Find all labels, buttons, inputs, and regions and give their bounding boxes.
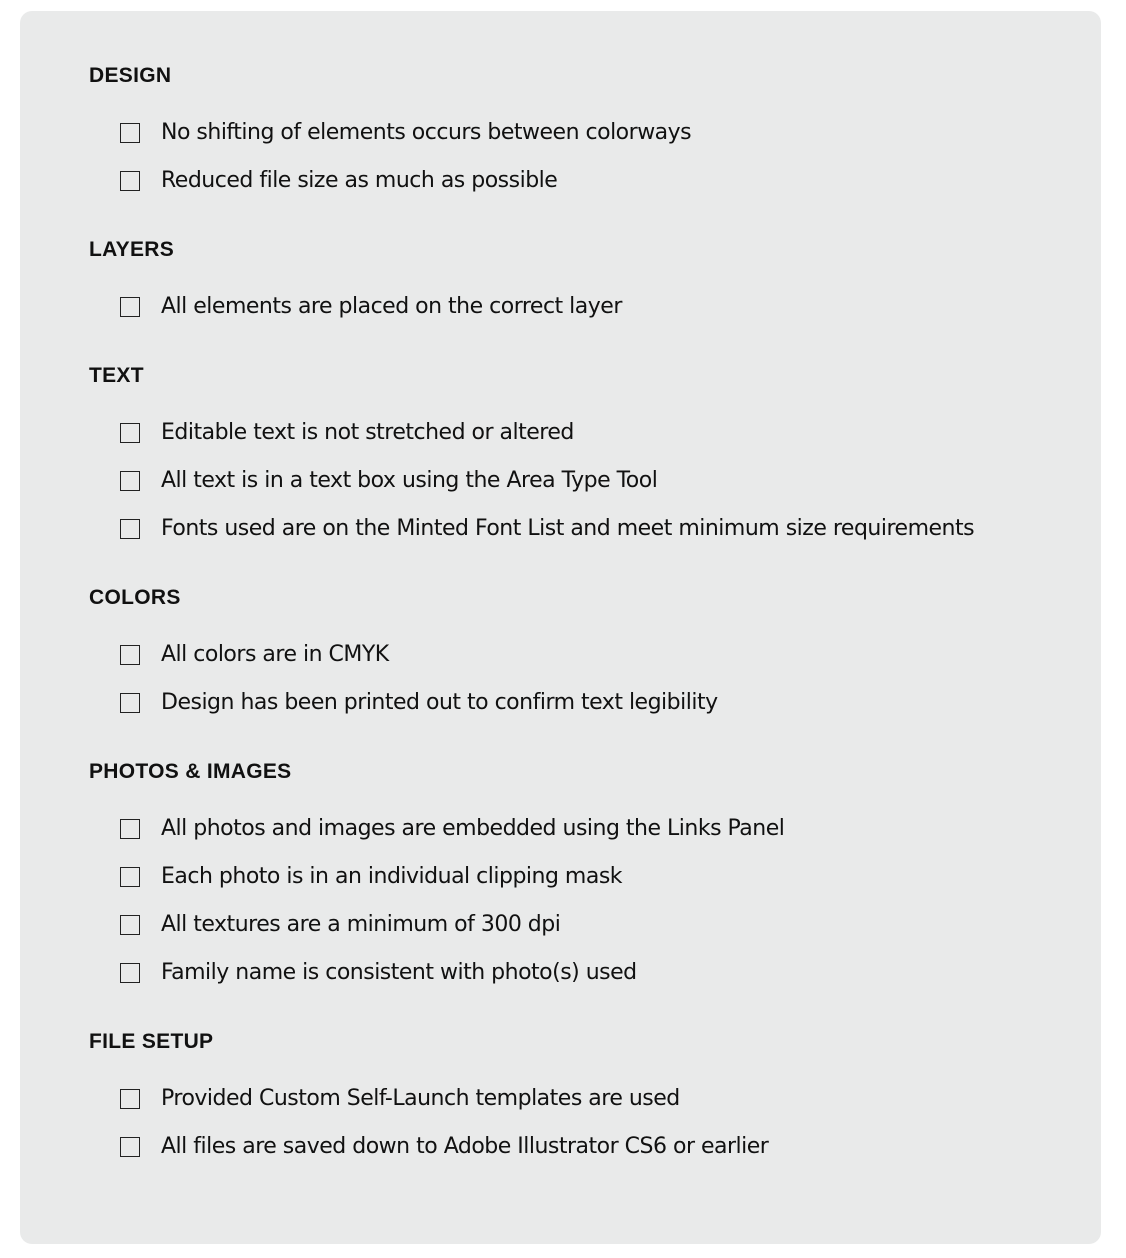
section-heading-colors: COLORS — [89, 586, 181, 609]
checklist-item[interactable] — [120, 292, 622, 322]
checklist-item[interactable] — [120, 958, 637, 988]
checkbox[interactable] — [120, 423, 140, 443]
checklist-item-label: All elements are placed on the correct layer — [161, 294, 622, 319]
checkbox[interactable] — [120, 471, 140, 491]
checklist-item[interactable] — [120, 814, 784, 844]
checklist-item[interactable] — [120, 910, 560, 940]
checkbox[interactable] — [120, 171, 140, 191]
checklist-item-label: Design has been printed out to confirm text legibility — [161, 690, 718, 715]
checklist-item-label: No shifting of elements occurs between colorways — [161, 120, 692, 145]
checklist-item-label: Fonts used are on the Minted Font List and meet minimum size requirements — [161, 516, 975, 541]
checkbox[interactable] — [120, 297, 140, 317]
checkbox[interactable] — [120, 915, 140, 935]
section-heading-design: DESIGN — [89, 64, 172, 87]
checklist-item[interactable] — [120, 640, 389, 670]
checklist-item[interactable] — [120, 514, 974, 544]
section-heading-layers: LAYERS — [89, 238, 175, 261]
checklist-item[interactable] — [120, 688, 718, 718]
checklist-item[interactable] — [120, 166, 557, 196]
checkbox[interactable] — [120, 819, 140, 839]
checkbox[interactable] — [120, 693, 140, 713]
checklist-item[interactable] — [120, 1084, 680, 1114]
checklist-item-label: All text is in a text box using the Area Type Tool — [161, 468, 658, 493]
checklist-item[interactable] — [120, 418, 574, 448]
checkbox[interactable] — [120, 867, 140, 887]
section-heading-file-setup: FILE SETUP — [89, 1030, 214, 1053]
checklist-item-label: Editable text is not stretched or altered — [161, 420, 574, 445]
checklist-item[interactable] — [120, 118, 691, 148]
checklist-item-label: All textures are a minimum of 300 dpi — [161, 912, 561, 937]
checkbox[interactable] — [120, 123, 140, 143]
checklist-item[interactable] — [120, 862, 622, 892]
checklist-panel — [20, 11, 1101, 1244]
checklist-item-label: Provided Custom Self-Launch templates are used — [161, 1086, 680, 1111]
checklist-item[interactable] — [120, 466, 657, 496]
checkbox[interactable] — [120, 1089, 140, 1109]
checklist-item-label: Reduced file size as much as possible — [161, 168, 558, 193]
section-heading-photos-images: PHOTOS & IMAGES — [89, 760, 292, 783]
checkbox[interactable] — [120, 963, 140, 983]
checklist-item[interactable] — [120, 1132, 768, 1162]
checklist-item-label: Each photo is in an individual clipping mask — [161, 864, 623, 889]
checklist-item-label: All colors are in CMYK — [161, 642, 389, 667]
checklist-item-label: All files are saved down to Adobe Illustrator CS6 or earlier — [161, 1134, 769, 1159]
checklist-item-label: All photos and images are embedded using the Links Panel — [161, 816, 785, 841]
checklist-item-label: Family name is consistent with photo(s) used — [161, 960, 637, 985]
section-heading-text: TEXT — [89, 364, 144, 387]
checkbox[interactable] — [120, 519, 140, 539]
checkbox[interactable] — [120, 645, 140, 665]
checkbox[interactable] — [120, 1137, 140, 1157]
